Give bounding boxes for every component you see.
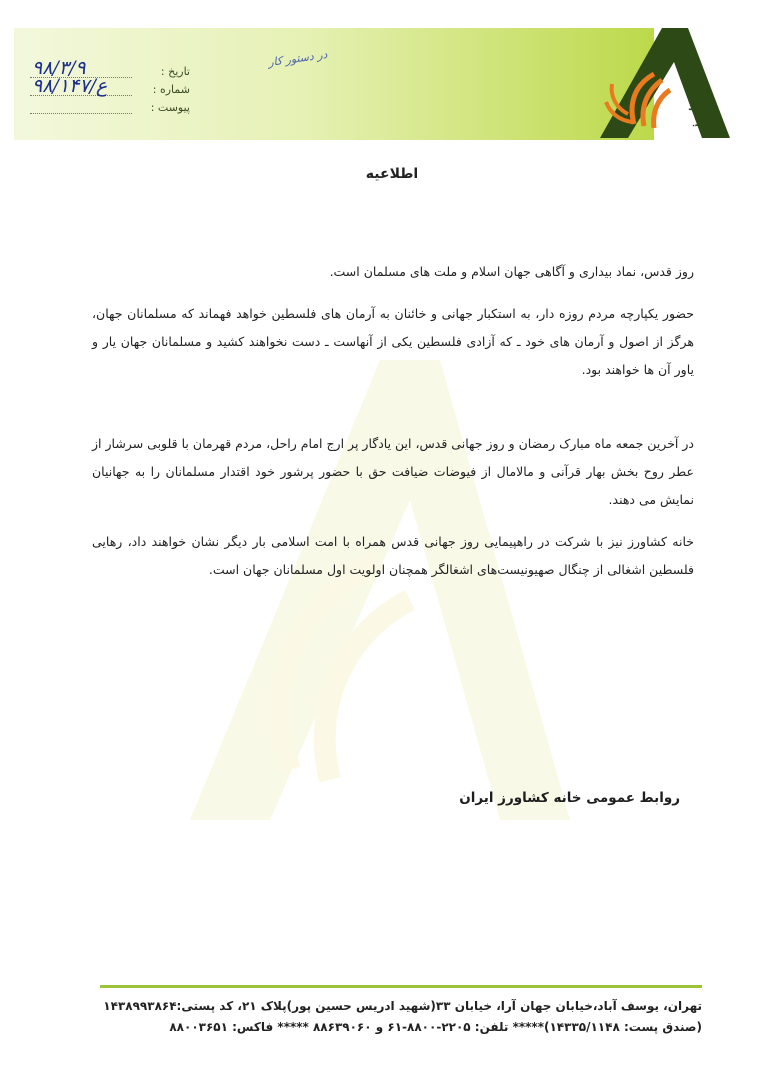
attachment-value xyxy=(30,97,132,114)
signature-block: روابط عمومی خانه کشاورز ایران xyxy=(459,790,680,806)
date-label: تاریخ : xyxy=(160,65,190,78)
paragraph-3: در آخرین جمعه ماه مبارک رمضان و روز جهانی قدس، این یادگار پر ارج امام راحل، مردم قهرمان با قلوبی سرشار از عطر روح بخش بهار قرآنی و مالامال از فیوضات ضیافت حق با حضور پرشور خود اقتدار مسلمانان را به جهانیان نمایش می دهند. xyxy=(92,436,694,507)
footer-divider xyxy=(100,985,702,988)
letter-meta xyxy=(30,57,190,114)
handwritten-note: در دستور کار xyxy=(267,47,329,70)
number-value: ع/۹۸/۱۴۷ xyxy=(30,79,132,96)
address-line-1: تهران، یوسف آباد،خیابان جهان آرا، خیابان ۳۳(شهید ادریس حسین پور)پلاک ۲۱، کد پستی:۱۴۳۸۹۹۳۸۶۴ xyxy=(103,999,702,1013)
paragraph-1: روز قدس، نماد بیداری و آگاهی جهان اسلام و ملت های مسلمان است. xyxy=(329,264,694,279)
logo-text: خانه کشاورز xyxy=(688,62,703,130)
attachment-label: پیوست : xyxy=(150,101,190,114)
paragraph-2: حضور یکپارچه مردم روزه دار، به استکبار جهانی و خائنان به آرمان های فلسطین خواهد فهماند که مسلمانان جهان، هرگز از اصول و آرمان های خود ـ که آزادی فلسطین یکی از آنهاست ـ دست نخواهند کشید و مسلمانان جهان یار و یاور آن ها خواهند بود. xyxy=(92,306,694,377)
document-body xyxy=(92,258,694,598)
address-line-2: (صندق پست: ۱۴۳۳۵/۱۱۴۸)***** تلفن: ۲۲۰۵-۸۸۰۰-۶۱ و ۸۸۶۳۹۰۶۰ ***** فاکس: ۸۸۰۰۳۶۵۱ xyxy=(169,1020,702,1034)
date-value: ۹۸/۳/۹ xyxy=(30,61,132,78)
footer-address xyxy=(98,996,702,1038)
document-title: اطلاعیه xyxy=(365,166,419,182)
attachment-row xyxy=(30,96,190,114)
number-label: شماره : xyxy=(152,83,190,96)
number-row xyxy=(30,75,190,97)
paragraph-4: خانه کشاورز نیز با شرکت در راهپیمایی روز جهانی قدس همراه با امت اسلامی بار دیگر نشان خواهند داد، رهایی فلسطین اشغالی از چنگال صهیونیست‌های اشغالگر همچنان اولویت اول مسلمانان جهان است. xyxy=(92,534,694,577)
